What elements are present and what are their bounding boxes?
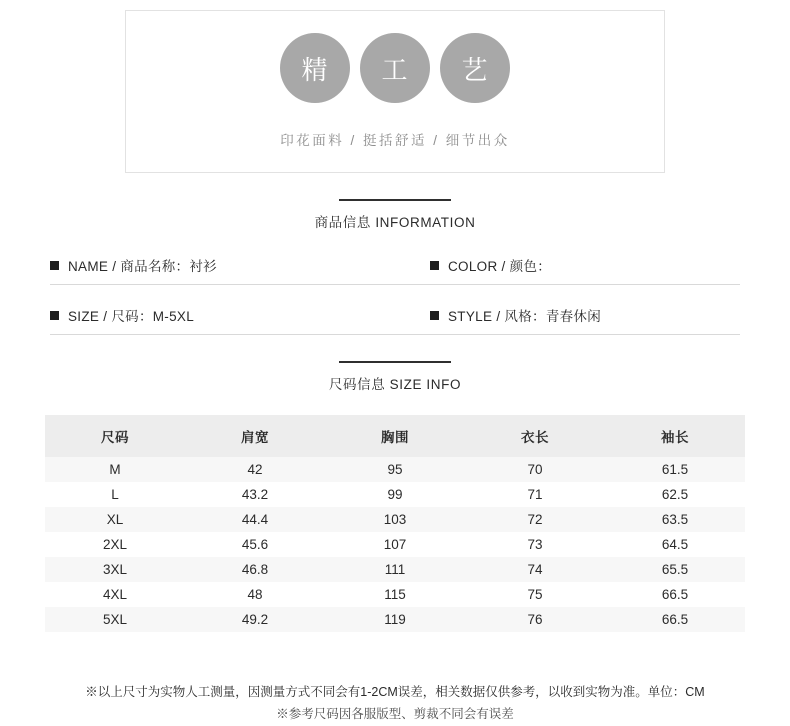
size-info-title-label: 尺码信息 SIZE INFO bbox=[328, 377, 462, 392]
table-cell: 63.5 bbox=[661, 512, 689, 527]
table-cell: 46.8 bbox=[241, 562, 269, 577]
hero-circle-1: 精 bbox=[280, 33, 350, 103]
size-table-head bbox=[45, 415, 745, 457]
hero-subtitle: 印花面料 / 挺括舒适 / 细节出众 bbox=[280, 133, 510, 148]
table-row bbox=[45, 532, 745, 557]
table-cell: 49.2 bbox=[241, 612, 269, 627]
table-cell: 44.4 bbox=[241, 512, 269, 527]
table-cell: 71 bbox=[527, 487, 543, 502]
hero-banner bbox=[125, 10, 665, 173]
square-bullet-icon bbox=[50, 311, 59, 320]
table-cell: XL bbox=[106, 512, 124, 527]
information-title-label: 商品信息 INFORMATION bbox=[314, 215, 476, 230]
information-row bbox=[50, 255, 740, 285]
table-row bbox=[45, 607, 745, 632]
table-cell: 62.5 bbox=[661, 487, 689, 502]
table-cell: 72 bbox=[527, 512, 543, 527]
table-cell: 103 bbox=[383, 512, 407, 527]
hero-circle-group bbox=[126, 33, 664, 103]
info-item-size-label: SIZE / 尺码：M-5XL bbox=[68, 309, 195, 324]
table-cell: 4XL bbox=[102, 587, 128, 602]
size-table-body bbox=[45, 457, 745, 632]
square-bullet-icon bbox=[50, 261, 59, 270]
title-rule bbox=[339, 361, 451, 363]
table-row bbox=[45, 582, 745, 607]
table-cell: 74 bbox=[527, 562, 543, 577]
information-row bbox=[50, 305, 740, 335]
info-item-style bbox=[430, 305, 740, 325]
table-cell: 2XL bbox=[102, 537, 128, 552]
table-cell: 73 bbox=[527, 537, 543, 552]
table-cell: 75 bbox=[527, 587, 543, 602]
title-rule bbox=[339, 199, 451, 201]
table-cell: 45.6 bbox=[241, 537, 269, 552]
footnote-line-1: ※以上尺寸为实物人工测量，因测量方式不同会有1-2CM误差，相关数据仅供参考，以收到实物为准。单位：CM bbox=[85, 685, 705, 700]
table-header-cell: 袖长 bbox=[605, 415, 745, 457]
table-cell: 99 bbox=[387, 487, 403, 502]
information-section-title bbox=[0, 199, 790, 231]
size-table-wrapper bbox=[45, 415, 745, 632]
hero-circle-2: 工 bbox=[360, 33, 430, 103]
table-cell: 43.2 bbox=[241, 487, 269, 502]
info-item-color bbox=[430, 255, 740, 275]
footnote bbox=[0, 682, 790, 726]
square-bullet-icon bbox=[430, 311, 439, 320]
table-cell: 5XL bbox=[102, 612, 128, 627]
table-row bbox=[45, 507, 745, 532]
table-cell: 107 bbox=[383, 537, 407, 552]
table-cell: 119 bbox=[384, 612, 406, 627]
table-row bbox=[45, 482, 745, 507]
table-header-cell: 胸围 bbox=[325, 415, 465, 457]
table-cell: 76 bbox=[527, 612, 543, 627]
square-bullet-icon bbox=[430, 261, 439, 270]
table-cell: 3XL bbox=[102, 562, 128, 577]
information-block bbox=[50, 255, 740, 335]
footnote-line-2: ※参考尺码因各服版型、剪裁不同会有误差 bbox=[276, 707, 514, 722]
table-cell: 111 bbox=[384, 562, 406, 577]
size-info-section-title bbox=[0, 361, 790, 393]
table-cell: 66.5 bbox=[661, 612, 689, 627]
table-cell: 64.5 bbox=[661, 537, 689, 552]
hero-circle-3: 艺 bbox=[440, 33, 510, 103]
info-item-color-label: COLOR / 颜色： bbox=[448, 259, 552, 274]
table-cell: 95 bbox=[387, 462, 403, 477]
table-cell: 61.5 bbox=[661, 462, 689, 477]
info-item-size bbox=[50, 305, 430, 325]
info-item-style-label: STYLE / 风格：青春休闲 bbox=[448, 309, 602, 324]
table-header-cell: 肩宽 bbox=[185, 415, 325, 457]
table-header-row bbox=[45, 415, 745, 457]
table-cell: M bbox=[109, 462, 121, 477]
product-detail-page bbox=[0, 10, 790, 726]
size-table bbox=[45, 415, 745, 632]
table-cell: 70 bbox=[527, 462, 543, 477]
table-header-cell: 衣长 bbox=[465, 415, 605, 457]
table-cell: 42 bbox=[247, 462, 263, 477]
table-cell: 48 bbox=[247, 587, 263, 602]
table-cell: 66.5 bbox=[661, 587, 689, 602]
table-row bbox=[45, 457, 745, 482]
table-cell: 65.5 bbox=[661, 562, 689, 577]
table-cell: 115 bbox=[384, 587, 406, 602]
table-row bbox=[45, 557, 745, 582]
table-header-cell: 尺码 bbox=[45, 415, 185, 457]
table-cell: L bbox=[111, 487, 119, 502]
info-item-name bbox=[50, 255, 430, 275]
info-item-name-label: NAME / 商品名称：衬衫 bbox=[68, 259, 217, 274]
